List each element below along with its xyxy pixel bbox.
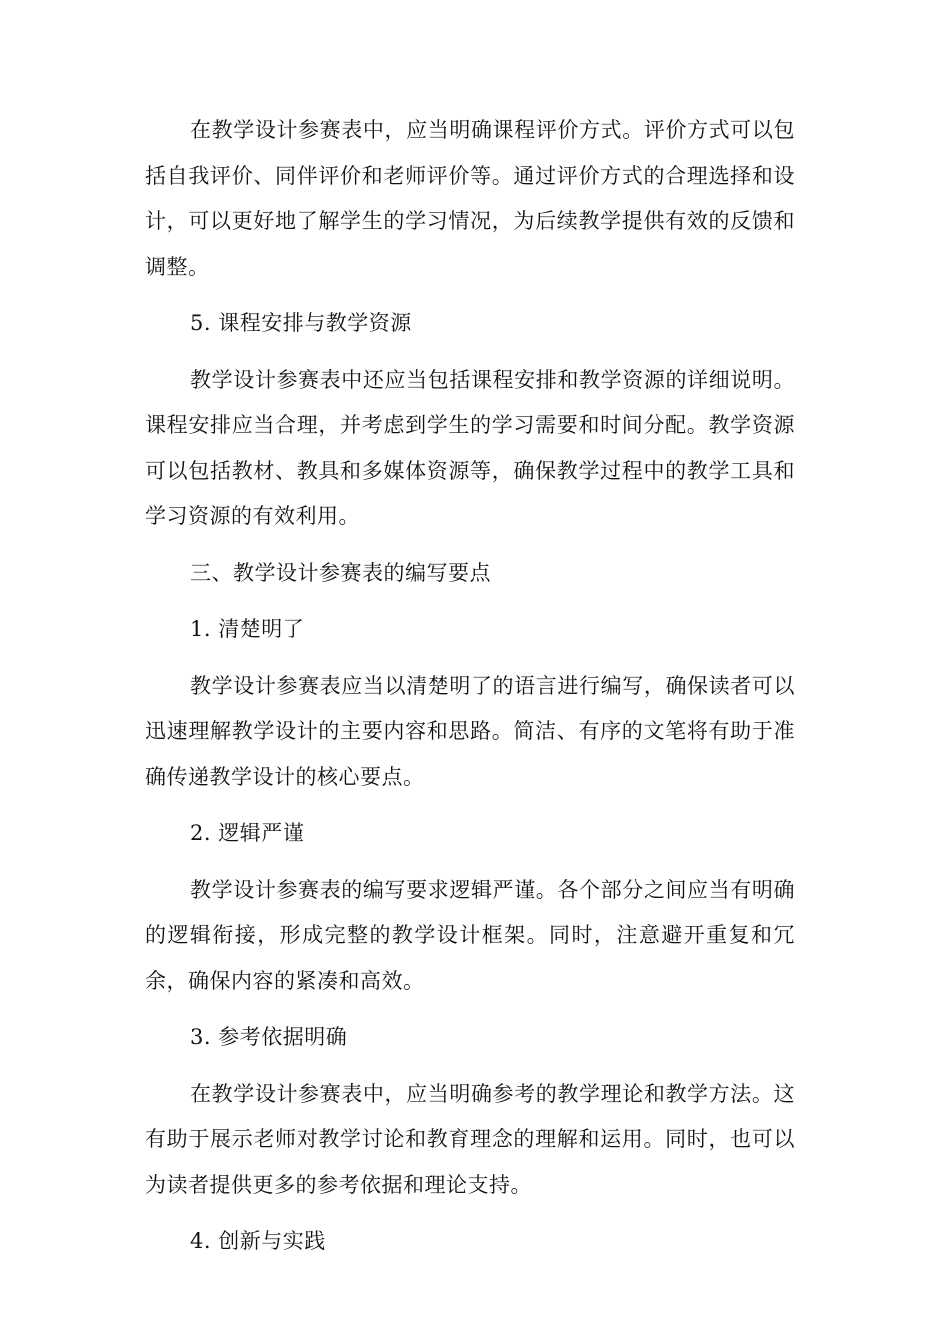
heading-course-arrangement: 5. 课程安排与教学资源 [190, 311, 412, 335]
document-body [145, 108, 795, 1265]
paragraph-evaluation-method: 在教学设计参赛表中，应当明确课程评价方式。评价方式可以包括自我评价、同伴评价和老师评价等。通过评价方式的合理选择和设计，可以更好地了解学生的学习情况，为后续教学提供有效的反馈和调整。 [145, 118, 795, 279]
heading-references: 3. 参考依据明确 [190, 1025, 348, 1049]
heading-writing-points: 三、教学设计参赛表的编写要点 [190, 560, 491, 585]
paragraph-references: 在教学设计参赛表中，应当明确参考的教学理论和教学方法。这有助于展示老师对教学讨论和教育理念的理解和运用。同时，也可以为读者提供更多的参考依据和理论支持。 [145, 1081, 795, 1197]
paragraph-clear: 教学设计参赛表应当以清楚明了的语言进行编写，确保读者可以迅速理解教学设计的主要内容和思路。简洁、有序的文笔将有助于准确传递教学设计的核心要点。 [145, 673, 795, 789]
heading-clear: 1. 清楚明了 [190, 617, 305, 641]
paragraph-course-resources: 教学设计参赛表中还应当包括课程安排和教学资源的详细说明。课程安排应当合理，并考虑到学生的学习需要和时间分配。教学资源可以包括教材、教具和多媒体资源等，确保教学过程中的教学工具和学习资源的有效利用。 [145, 367, 795, 528]
heading-innovation: 4. 创新与实践 [190, 1229, 326, 1253]
heading-logic: 2. 逻辑严谨 [190, 821, 305, 845]
paragraph-logic: 教学设计参赛表的编写要求逻辑严谨。各个部分之间应当有明确的逻辑衔接，形成完整的教学设计框架。同时，注意避开重复和冗余，确保内容的紧凑和高效。 [145, 877, 795, 993]
